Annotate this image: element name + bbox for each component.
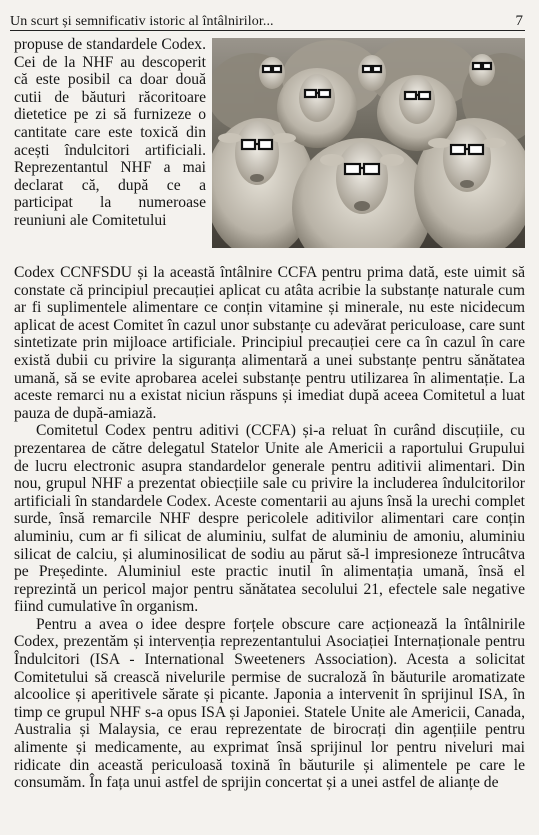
sheep-with-glasses-photo <box>212 38 525 248</box>
paragraph-1-start: propuse de standardele Codex. Cei de la NHF au descoperit că este posibil ca doar două cutii de băuturi răcoritoare dietetice pe zi să furnizeze o cantitate care este toxică din acești îndulcitori artificiali. Reprezentantul NHF a mai declarat că, după ce a participat la numeroase reuniuni ale Comitetului <box>14 36 206 229</box>
paragraph-2: Comitetul Codex pentru aditivi (CCFA) și-a reluat în curând discuțiile, cu prezentarea de către delegatul Statelor Unite ale Americii a raportului Grupului de lucru electronic asupra standardelor generale pentru aditivii alimentari. Din nou, grupul NHF a prezentat obiecțiile sale cu privire la includerea îndulcitorilor artificiali în standardele Codex. Aceste comentarii au ajuns însă la urechi complet surde, însă remarcile NHF despre pericolele aditivilor alimentari care conțin aluminiu, cum ar fi silicat de aluminiu, sulfat de aluminiu de amoniu, aluminiu silicat de calciu, și aluminosilicat de sodiu au părut să-l impresioneze întrucâtva pe Președinte. Aluminiul este practic inutil în alimentația umană, însă el reprezintă un pericol major pentru sănătatea secolului 21, efectele sale negative fiind cumulative în organism. <box>14 422 525 616</box>
running-header <box>10 6 525 31</box>
page-number: 7 <box>515 13 523 29</box>
wrapped-text-column <box>14 36 206 230</box>
sheep-photo-illustration <box>212 38 525 248</box>
paragraph-1-continued: Codex CCNFSDU și la această întâlnire CCFA pentru prima dată, este uimit să constate că principiul precauției aplicat cu atâta acribie la substanțe naturale cum ar fi suplimentele alimentare ce conțin vitamine și minerale, nu este nicidecum aplicat de acest Comitet în cazul unor substanțe cu adevărat periculoase, care sunt sintetizate prin mijloace artificiale. Principiul precauției cere ca în cazul în care există dubii cu privire la siguranța alimentară a unei substanțe pentru sănătatea umană, să se evite aprobarea acelei substanțe pentru utilizarea în alimentație. La aceste remarci nu a existat niciun răspuns și imediat după aceea Comitetul a luat pauza de după-amiază. <box>14 264 525 422</box>
running-title: Un scurt și semnificativ istoric al întâlnirilor... <box>10 14 274 29</box>
body-text <box>14 264 525 792</box>
paragraph-3: Pentru a avea o idee despre forțele obscure care acționează la întâlnirile Codex, prezentăm și intervenția reprezentantului Asociației Internaționale pentru Îndulcitori (ISA - International Sweeteners Association). Acesta a solicitat Comitetului să crească nivelurile permise de sucraloză în băuturile aromatizate alcoolice și aperitivele sărate și picante. Japonia a intervenit în sprijinul ISA, în timp ce grupul NHF s-a opus ISA și Japoniei. Statele Unite ale Americii, Canada, Australia și Malaysia, ce erau reprezentate de birocrați din agențiile pentru alimente și medicamente, au exprimat însă sprijinul lor pentru niveluri mai ridicate din această periculoasă toxină în băuturile și alimentele pe care le consumăm. În fața unui astfel de sprijin concertat și a unei astfel de alianțe de <box>14 615 525 792</box>
